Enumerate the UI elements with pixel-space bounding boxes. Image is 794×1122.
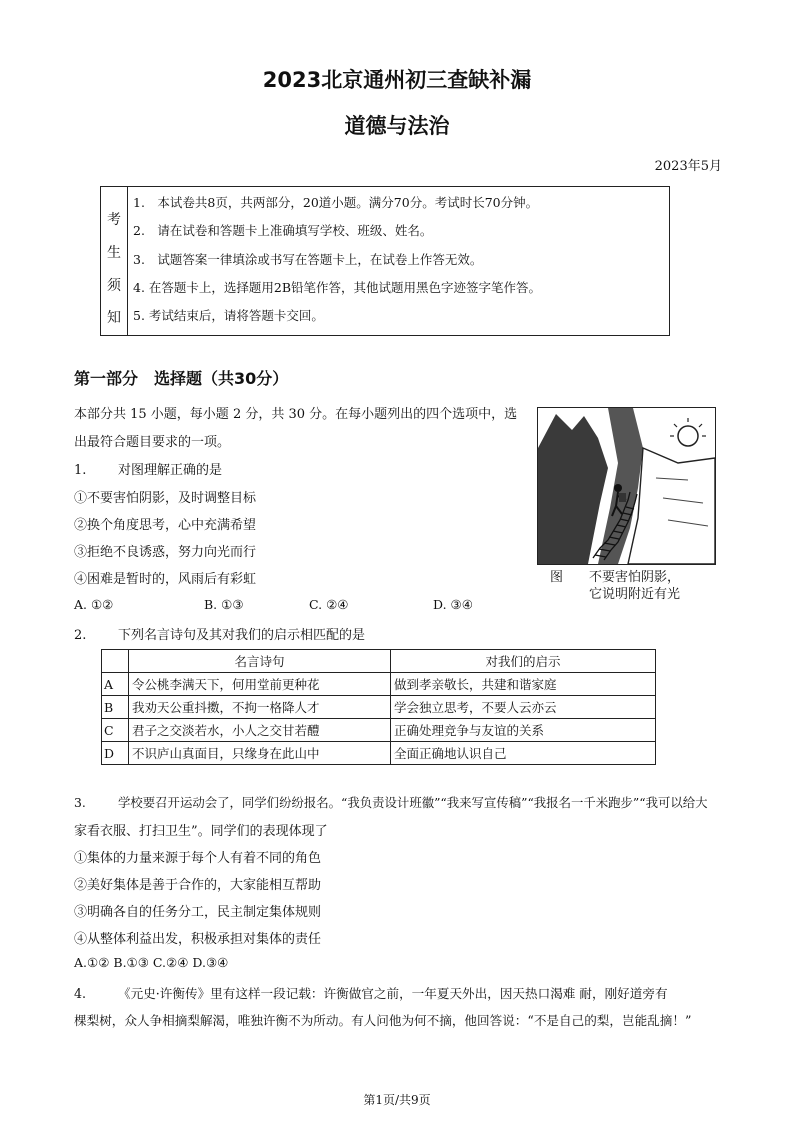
table-row [102,696,656,719]
question-text: 学校要召开运动会了，同学们纷纷报名。“我负责设计班徽”“我来写宣传稿”“我报名一千米跑步”“我可以给大 [118,795,708,810]
figure-caption: 图 不要害怕阴影， [550,570,681,585]
table-cell: 正确处理竞争与友谊的关系 [391,719,656,742]
question-number: 2. [74,628,87,643]
question-number: 3. [74,795,86,810]
question-number: 4. [74,986,87,1001]
table-cell: 我劝天公重抖擞，不拘一格降人才 [129,696,391,719]
notice-label-char: 知 [107,310,121,326]
table-cell: 做到孝亲敬长，共建和谐家庭 [391,673,656,696]
question-text: 下列名言诗句及其对我们的启示相匹配的是 [118,628,366,643]
table-cell: B [102,696,129,719]
statement: ④从整体利益出发，积极承担对集体的责任 [74,932,322,947]
statement: ③拒绝不良诱惑，努力向光而行 [74,545,257,560]
section-heading: 第一部分 选择题（共30分） [74,369,289,388]
table-cell: C [102,719,129,742]
page-number: 第1页/共9页 [363,1093,431,1107]
statement: ①不要害怕阴影，及时调整目标 [74,491,257,506]
question-text: 家看衣服、打扫卫生”。同学们的表现体现了 [74,824,328,839]
question-3-stem [74,793,708,811]
notice-item: 1. 本试卷共8页，共两部分，20道小题。满分70分。考试时长70分钟。 [133,195,539,210]
mountain-climber-illustration [537,407,716,565]
table-cell: A [102,673,129,696]
table-row [102,673,656,696]
table-cell: 令公桃李满天下，何用堂前更种花 [129,673,391,696]
statement: ②换个角度思考，心中充满希望 [74,518,257,533]
section-intro: 出最符合题目要求的一项。 [74,435,231,450]
notice-item: 5. 考试结束后，请将答题卡交回。 [133,308,324,323]
table-header: 对我们的启示 [391,650,656,673]
statement: ③明确各自的任务分工，民主制定集体规则 [74,905,322,920]
option-b: B. ①③ [204,597,244,612]
statement: ④困难是暂时的，风雨后有彩虹 [74,572,257,587]
table-cell: 君子之交淡若水，小人之交甘若醴 [129,719,391,742]
statement: ①集体的力量来源于每个人有着不同的角色 [74,851,322,866]
question-number: 1. [74,463,87,478]
notice-item: 2. 请在试卷和答题卡上准确填写学校、班级、姓名。 [133,223,433,238]
table-row [102,719,656,742]
table-cell: 全面正确地认识自己 [391,742,656,765]
table-header [102,650,129,673]
table-cell: 学会独立思考，不要人云亦云 [391,696,656,719]
candidate-notice-box [100,186,670,336]
figure-caption: 它说明附近有光 [589,587,681,602]
notice-item: 3. 试题答案一律填涂或书写在答题卡上，在试卷上作答无效。 [133,252,483,267]
statement: ②美好集体是善于合作的，大家能相互帮助 [74,878,322,893]
notice-label-char: 生 [107,245,121,261]
option-c: C. ②④ [309,597,349,612]
subject-title: 道德与法治 [344,114,450,138]
question-text: 对图理解正确的是 [118,463,223,478]
question-1-stem [74,459,222,478]
exam-date: 2023年5月 [654,159,722,174]
notice-label-char: 须 [107,278,121,294]
mountain-climber-icon [538,408,715,564]
option-d: D. ③④ [433,597,473,612]
question-2-stem [74,624,365,643]
section-intro: 本部分共 15 小题，每小题 2 分，共 30 分。在每小题列出的四个选项中，选 [74,407,518,422]
exam-title: 2023北京通州初三查缺补漏 [262,68,532,92]
table-cell: 不识庐山真面目，只缘身在此山中 [129,742,391,765]
question-3-options: A.①② B.①③ C.②④ D.③④ [74,955,229,970]
poem-table [101,649,656,765]
table-cell: D [102,742,129,765]
notice-label [101,187,128,335]
notice-item: 4. 在答题卡上，选择题用2B铅笔作答，其他试题用黑色字迹签字笔作答。 [133,280,542,295]
question-text: 棵梨树，众人争相摘梨解渴，唯独许衡不为所动。有人问他为何不摘，他回答说：“不是自己的梨，岂能乱摘！” [74,1013,692,1028]
table-header: 名言诗句 [129,650,391,673]
table-row [102,742,656,765]
option-a: A. ①② [74,597,114,612]
question-text: 《元史·许衡传》里有这样一段记载：许衡做官之前，一年夏天外出，因天热口渴难 耐，刚好道旁有 [118,986,668,1001]
question-4-stem [74,983,668,1002]
notice-label-char: 考 [107,212,121,228]
table-header-row [102,650,656,673]
